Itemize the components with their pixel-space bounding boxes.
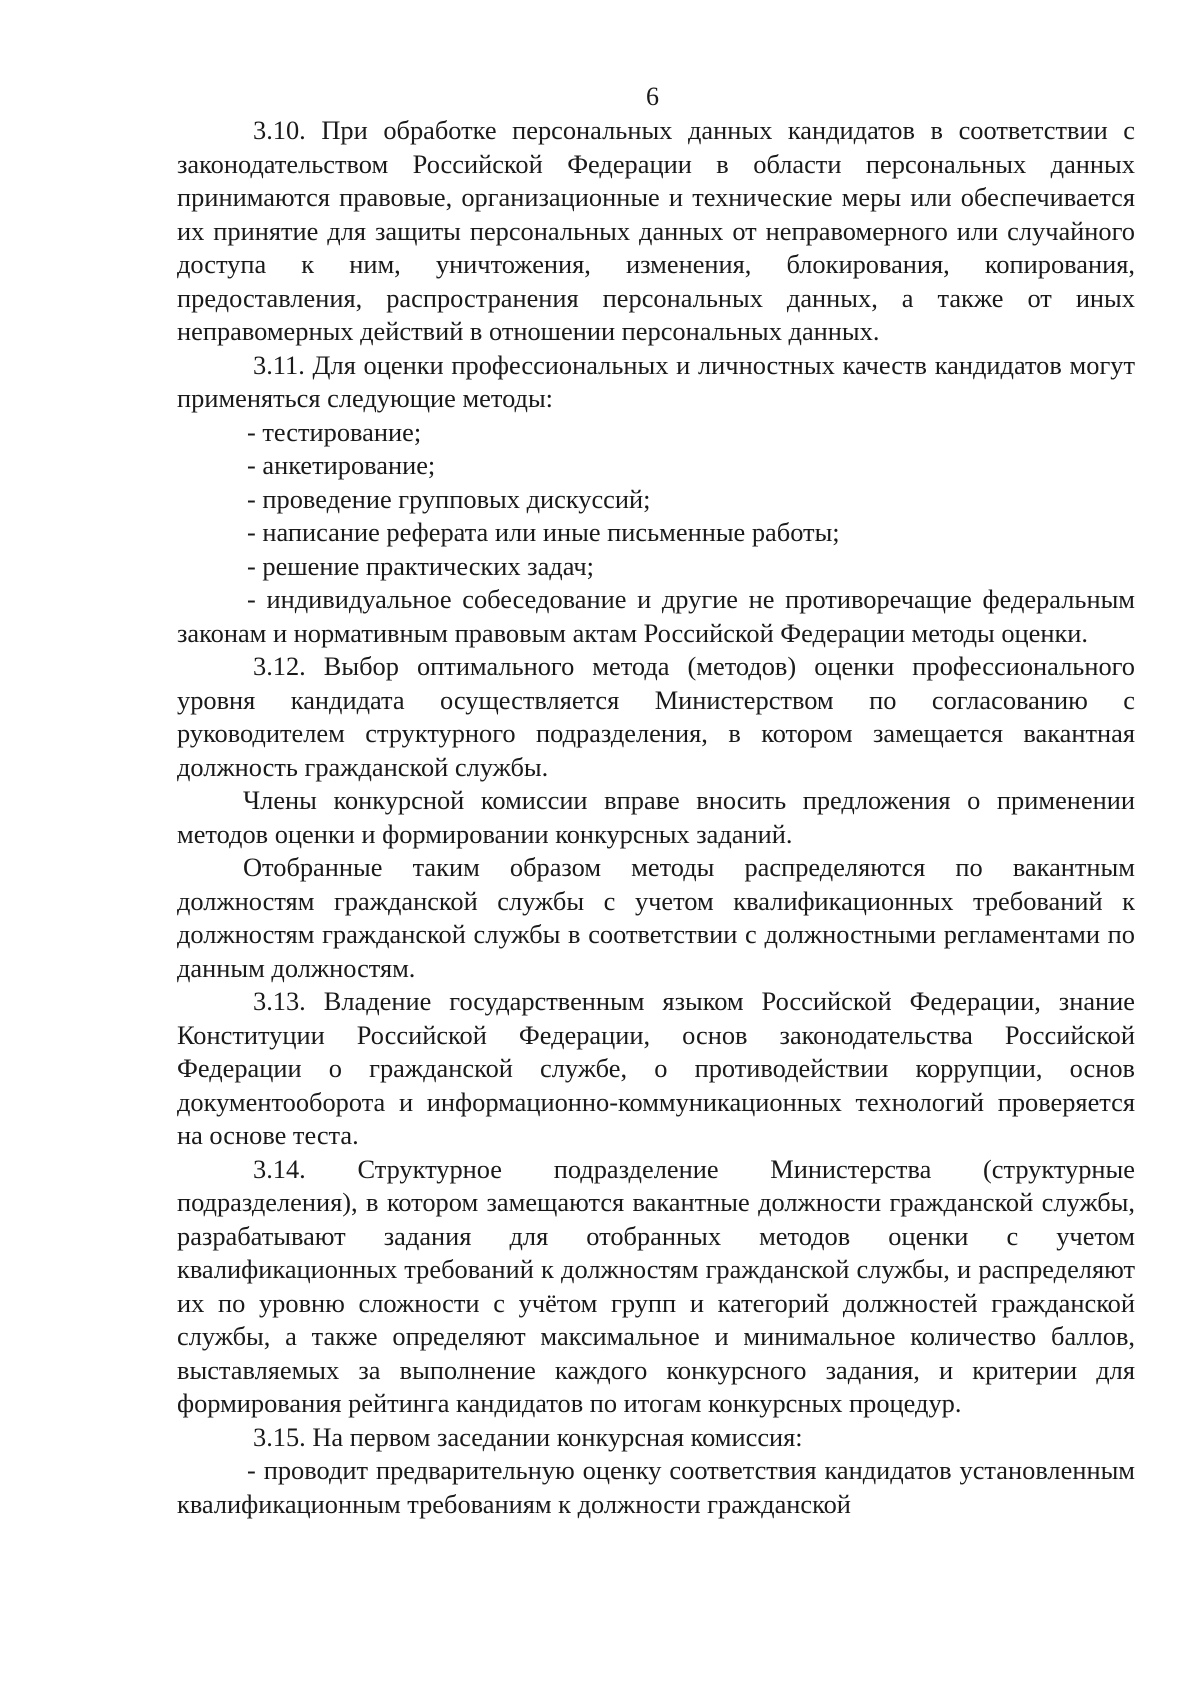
document-body (177, 114, 1135, 1521)
paragraph-3-14: 3.14. Структурное подразделение Министерства (структурные подразделения), в котором замещаются вакантные должности гражданской службы, разрабатывают задания для отобранных методов оценки с учетом квалификационных требований к должностям гражданской службы, и распределяют их по уровню сложности с учётом групп и категорий должностей гражданской службы, а также определяют максимальное и минимальное количество баллов, выставляемых за выполнение каждого конкурсного задания, и критерии для формирования рейтинга кандидатов по итогам конкурсных процедур. (177, 1153, 1135, 1418)
paragraph-3-13: 3.13. Владение государственным языком Российской Федерации, знание Конституции Российской Федерации, основ законодательства Российской Федерации о гражданской службе, о противодействии коррупции, основ документооборота и информационно-коммуникационных технологий проверяется на основе теста. (177, 986, 1135, 1150)
paragraph-3-11: 3.11. Для оценки профессиональных и личностных качеств кандидатов могут применяться следующие методы: (177, 349, 1135, 413)
list-item-questionnaire: - анкетирование; (247, 450, 436, 480)
list-item-testing: - тестирование; (247, 416, 422, 447)
paragraph-3-15: 3.15. На первом заседании конкурсная комиссия: (253, 1421, 803, 1452)
list-item-preliminary-assessment: - проводит предварительную оценку соответствия кандидатов установленным квалификационным требованиям к должности гражданской (177, 1455, 1135, 1519)
list-item-interview: - индивидуальное собеседование и другие не противоречащие федеральным законам и нормативным правовым актам Российской Федерации методы оценки. (177, 584, 1135, 648)
paragraph-commission-members: Члены конкурсной комиссии вправе вносить предложения о применении методов оценки и формировании конкурсных заданий. (177, 785, 1135, 849)
list-item-essay: - написание реферата или иные письменные работы; (247, 517, 840, 547)
paragraph-3-12: 3.12. Выбор оптимального метода (методов) оценки профессионального уровня кандидата осуществляется Министерством по согласованию с руководителем структурного подразделения, в котором замещается вакантная должность гражданской службы. (177, 651, 1135, 782)
list-item-practical-tasks: - решение практических задач; (247, 550, 594, 581)
paragraph-3-10: 3.10. При обработке персональных данных кандидатов в соответствии с законодательством Российской Федерации в области персональных данных принимаются правовые, организационные и технические меры или обеспечивается их принятие для защиты персональных данных от неправомерного или случайного доступа к ним, уничтожения, изменения, блокирования, копирования, предоставления, распространения персональных данных, а также от иных неправомерных действий в отношении персональных данных. (177, 115, 1135, 346)
page-number: 6 (646, 82, 659, 111)
list-item-group-discussions: - проведение групповых дискуссий; (247, 483, 651, 514)
paragraph-selected-methods: Отобранные таким образом методы распределяются по вакантным должностям гражданской службы с учетом квалификационных требований к должностям гражданской службы в соответствии с должностными регламентами по данным должностям. (177, 852, 1135, 983)
